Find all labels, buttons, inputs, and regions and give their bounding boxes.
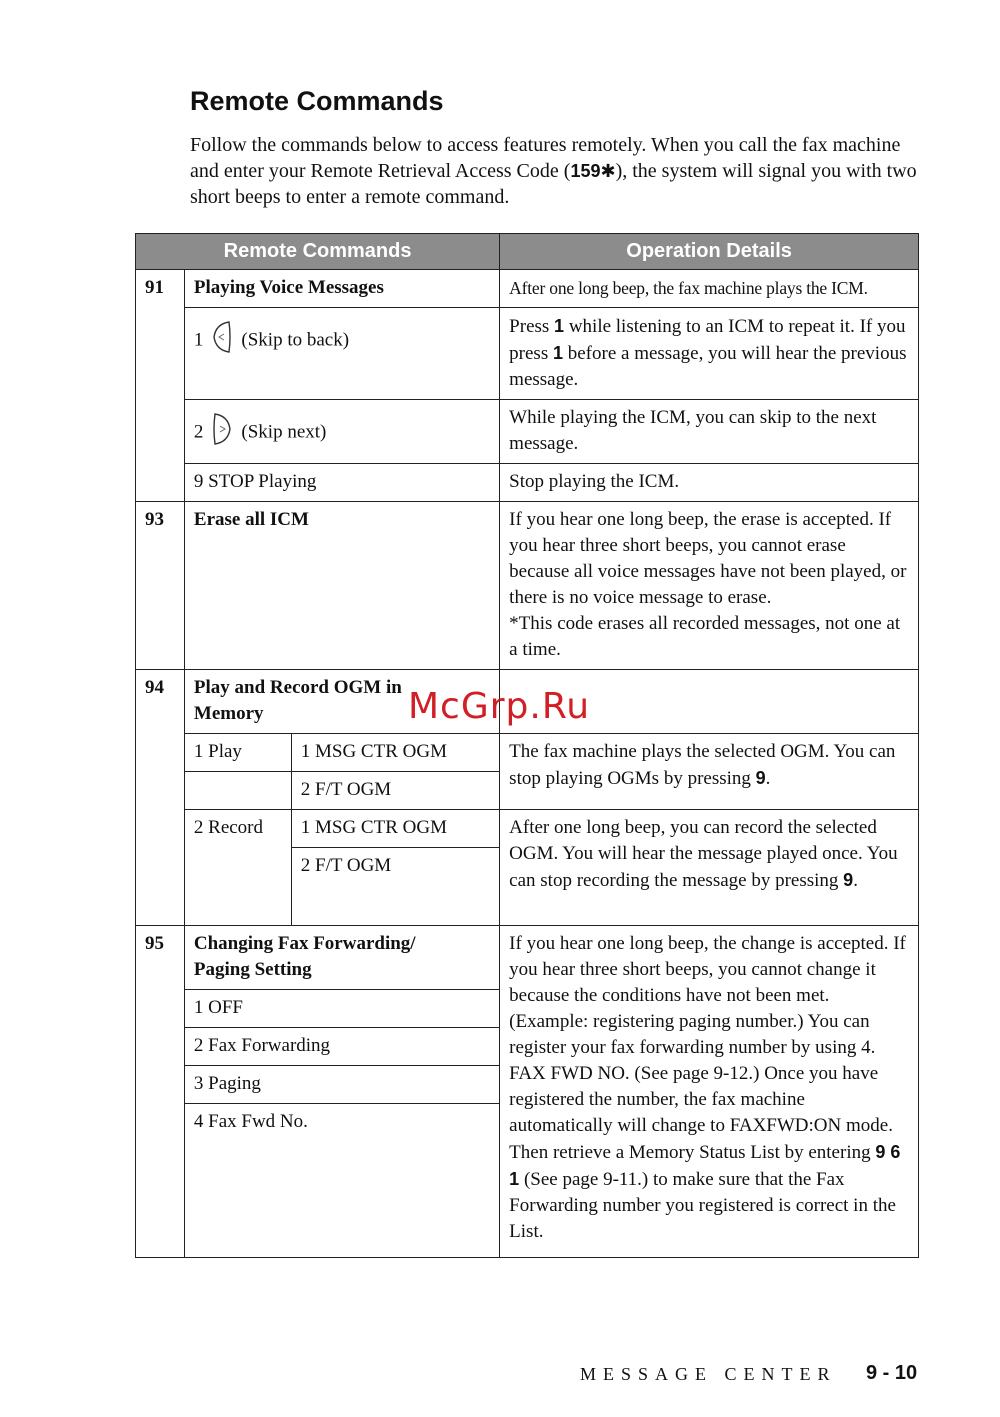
key-label: 9 6 1 [509,1142,901,1189]
command-detail-95 [500,926,919,1258]
play-msg-ctr-ogm: 1 MSG CTR OGM [291,734,499,772]
record-ft-ogm: 2 F/T OGM [291,848,499,926]
detail-text: The fax machine plays the selected OGM. You can stop playing OGMs by pressing [509,741,896,789]
detail-text: If you hear one long beep, the erase is accepted. If you hear three short beeps, you cannot erase because all voice messages have not been played, or there is no voice message to erase. [509,509,907,608]
skip-back-detail [500,308,919,400]
skip-next-option [184,400,499,464]
detail-text: Press [509,316,555,337]
record-detail [500,810,919,926]
table-header-row [136,234,919,270]
remote-commands-table [135,233,919,1258]
table-row [136,464,919,502]
access-code: 159 [570,161,601,181]
command-code-93: 93 [136,502,185,670]
header-remote-commands: Remote Commands [136,234,500,270]
skip-back-key-icon [211,320,233,362]
table-row [136,926,919,990]
play-option: 1 Play [184,734,291,772]
table-row [136,308,919,400]
page-title: Remote Commands [190,86,444,116]
option-fax-fwd-no: 4 Fax Fwd No. [184,1104,499,1258]
command-code-94: 94 [136,670,185,926]
intro-paragraph [190,132,920,210]
detail-note: *This code erases all recorded messages, not one at a time. [509,613,901,660]
command-code-95: 95 [136,926,185,1258]
command-code-91: 91 [136,270,185,502]
table-row [136,270,919,308]
key-label: 9 [755,768,766,788]
option-fax-forwarding: 2 Fax Forwarding [184,1028,499,1066]
key-label: 1 [552,343,563,363]
skip-back-option [184,308,499,400]
option-label: (Skip to back) [241,329,350,351]
record-msg-ctr-ogm: 1 MSG CTR OGM [291,810,499,848]
detail-text: If you hear one long beep, the change is accepted. If you hear three short beeps, you cannot change it because the conditions have not been met. (Example: registering paging number.) You can register your fax forwarding number by using 4. FAX FWD NO. (See page 9-12.) Once you have registered the number, the fax machine automatically will change to FAXFWD:ON mode. Then retrieve a Memory Status List by entering [509,933,906,1163]
intro-text: Follow the commands below to access features remotely. When you call the fax machine and enter your Remote Retrieval Access Code ( [190,134,901,182]
key-label: 9 [843,870,854,890]
record-option: 2 Record [184,810,291,926]
command-title-94: Play and Record OGM in Memory [184,670,499,734]
stop-option: 9 STOP Playing [184,464,499,502]
stop-detail: Stop playing the ICM. [500,464,919,502]
detail-text: (See page 9-11.) to make sure that the Fax Forwarding number you registered is correct in the List. [509,1169,896,1242]
key-label: 1 [554,316,565,336]
table-row [136,810,919,848]
header-operation-details: Operation Details [500,234,919,270]
command-title-91: Playing Voice Messages [184,270,499,308]
command-title-93: Erase all ICM [184,502,499,670]
table-row [136,734,919,772]
option-number: 1 [193,329,204,351]
detail-text: . [853,870,858,891]
intro-text-end: ), the system will signal you with two short beeps to enter a remote command. [190,160,917,208]
table-row [136,502,919,670]
detail-text: . [765,768,771,789]
play-empty [184,772,291,810]
page-number: 9 - 10 [866,1362,918,1384]
footer-section-name: MESSAGE CENTER [580,1364,837,1384]
star-key-icon: ✱ [600,161,616,181]
skip-next-detail: While playing the ICM, you can skip to the next message. [500,400,919,464]
option-off: 1 OFF [184,990,499,1028]
command-title-95: Changing Fax Forwarding/ Paging Setting [184,926,499,990]
option-label: (Skip next) [241,421,327,443]
option-paging: 3 Paging [184,1066,499,1104]
skip-next-key-icon [211,412,233,454]
command-detail-93 [500,502,919,670]
play-detail [500,734,919,810]
watermark: McGrp.Ru [408,686,591,727]
detail-text: After one long beep, you can record the selected OGM. You will hear the message played once. You can stop recording the message by pressing [509,817,898,891]
option-number: 2 [193,421,204,443]
play-ft-ogm: 2 F/T OGM [291,772,499,810]
detail-text: while listening to an ICM to repeat it. If you press [509,316,906,364]
table-row [136,400,919,464]
command-detail-91: After one long beep, the fax machine plays the ICM. [500,270,919,308]
detail-text: before a message, you will hear the previous message. [509,343,907,390]
